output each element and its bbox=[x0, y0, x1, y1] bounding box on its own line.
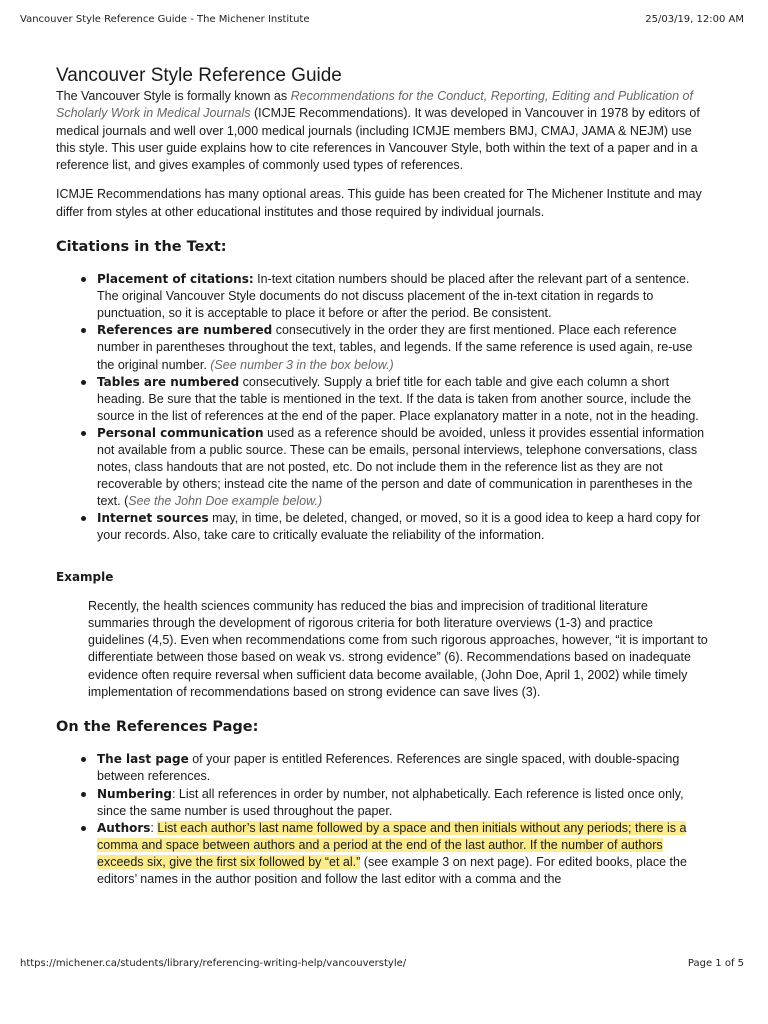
list-item bbox=[97, 425, 712, 510]
references-list bbox=[56, 751, 712, 888]
list-item-note: See the John Doe example below.) bbox=[128, 494, 323, 509]
list-item bbox=[97, 271, 712, 322]
icmje-full-title: Recommendations for the Conduct, Reporting, Editing and Publication of Scholarly Work in Medical Journals bbox=[56, 89, 693, 121]
list-item bbox=[97, 751, 712, 785]
list-item-term: Numbering bbox=[97, 786, 172, 801]
page-title: Vancouver Style Reference Guide bbox=[56, 65, 342, 86]
list-item-term: Internet sources bbox=[97, 511, 209, 526]
list-item-term: Placement of citations: bbox=[97, 272, 254, 287]
intro-paragraph-2: ICMJE Recommendations has many optional areas. This guide has been created for The Michener Institute and may differ from styles at other educational institutes and those required by individual journals. bbox=[56, 187, 702, 219]
list-item-term: Tables are numbered bbox=[97, 374, 240, 389]
list-item bbox=[97, 510, 712, 544]
list-item-term: References are numbered bbox=[97, 323, 273, 338]
list-item-text: (see example 3 on next page). For edited books, place the editors’ names in the author position and follow the last editor with a comma and the bbox=[97, 854, 687, 887]
print-footer bbox=[20, 958, 744, 969]
list-item-colon: : bbox=[150, 820, 158, 835]
highlighted-text: List each author’s last name followed by a space and then initials without any periods; there is a comma and space between authors and a period at the end of the last author. If the number of authors exceeds six, give the first six followed by “et al.” bbox=[97, 820, 687, 869]
list-item-text: : List all references in order by number, not alphabetically. Each reference is listed once only, since the same number is used throughout the paper. bbox=[97, 786, 684, 818]
list-item-text: consecutively in the order they are first mentioned. Place each reference number in parentheses throughout the text, tables, and legends. If the same reference is used again, re-use the original number. bbox=[97, 323, 693, 372]
list-item-note: (See number 3 in the box below.) bbox=[210, 357, 394, 372]
example-paragraph: Recently, the health sciences community has reduced the bias and imprecision of traditional literature summaries through the development of rigorous criteria for both literature overviews (1-3) and practice guidelines (4,5). Even when recommendations come from such rigorous approaches, however, “it is important to differentiate between those based on weak vs. strong evidence” (6). Recommendations based on inadequate evidence often require reversal when sufficient data become available, (John Doe, April 1, 2002) while timely implementation of recommendations based on strong evidence can save lives (3). bbox=[88, 598, 708, 700]
citations-heading: Citations in the Text: bbox=[56, 239, 227, 256]
print-header bbox=[20, 14, 744, 25]
list-item-term: Authors bbox=[97, 820, 151, 835]
list-item-term: Personal communication bbox=[97, 425, 264, 440]
intro-text-a: The Vancouver Style is formally known as bbox=[56, 89, 291, 103]
list-item-text: In-text citation numbers should be placed after the relevant part of a sentence. The original Vancouver Style documents do not discuss placement of the in-text citation in regards to punctuation, so it is acceptable to place it before or after the period. Be consistent. bbox=[97, 272, 690, 321]
print-header-datetime: 25/03/19, 12:00 AM bbox=[645, 14, 744, 25]
list-item-term: The last page bbox=[97, 752, 189, 767]
citations-list bbox=[56, 271, 712, 545]
list-item bbox=[97, 322, 712, 373]
list-item-text: used as a reference should be avoided, unless it provides essential information not available from a public source. These can be emails, personal interviews, telephone conversations, class notes, class handouts that are not posted, etc. Do not include them in the reference list as they are not recoverable by others; instead cite the name of the person and date of communication in parentheses in the text. ( bbox=[97, 425, 705, 509]
intro-text-b: (ICMJE Recommendations). It was developed in Vancouver in 1978 by editors of medical journals and well over 1,000 medical journals (including ICMJE members BMJ, CMAJ, JAMA & NEJM) use this style. This user guide explains how to cite references in Vancouver Style, both within the text of a paper and in a reference list, and gives examples of commonly used types of references. bbox=[56, 106, 700, 173]
example-heading: Example bbox=[56, 569, 114, 584]
intro-paragraph-1 bbox=[56, 88, 712, 174]
list-item bbox=[97, 820, 712, 888]
list-item-text: consecutively. Supply a brief title for each table and give each column a short heading. Be sure that the table is mentioned in the text. If the data is taken from another source, include the source in the list of references at the end of the paper. Place explanatory matter in a note, not in the heading. bbox=[97, 374, 699, 423]
references-heading: On the References Page: bbox=[56, 719, 259, 736]
list-item-text: may, in time, be deleted, changed, or moved, so it is a good idea to keep a hard copy for your records. Also, take care to critically evaluate the reliability of the information. bbox=[97, 511, 701, 543]
print-header-title: Vancouver Style Reference Guide - The Michener Institute bbox=[20, 14, 310, 25]
list-item bbox=[97, 786, 712, 820]
list-item-text: of your paper is entitled References. References are single spaced, with double-spacing between references. bbox=[97, 752, 680, 784]
print-footer-page: Page 1 of 5 bbox=[687, 958, 744, 969]
list-item bbox=[97, 374, 712, 425]
page-content bbox=[56, 64, 712, 888]
print-footer-url: https://michener.ca/students/library/referencing-writing-help/vancouverstyle/ bbox=[20, 958, 407, 969]
